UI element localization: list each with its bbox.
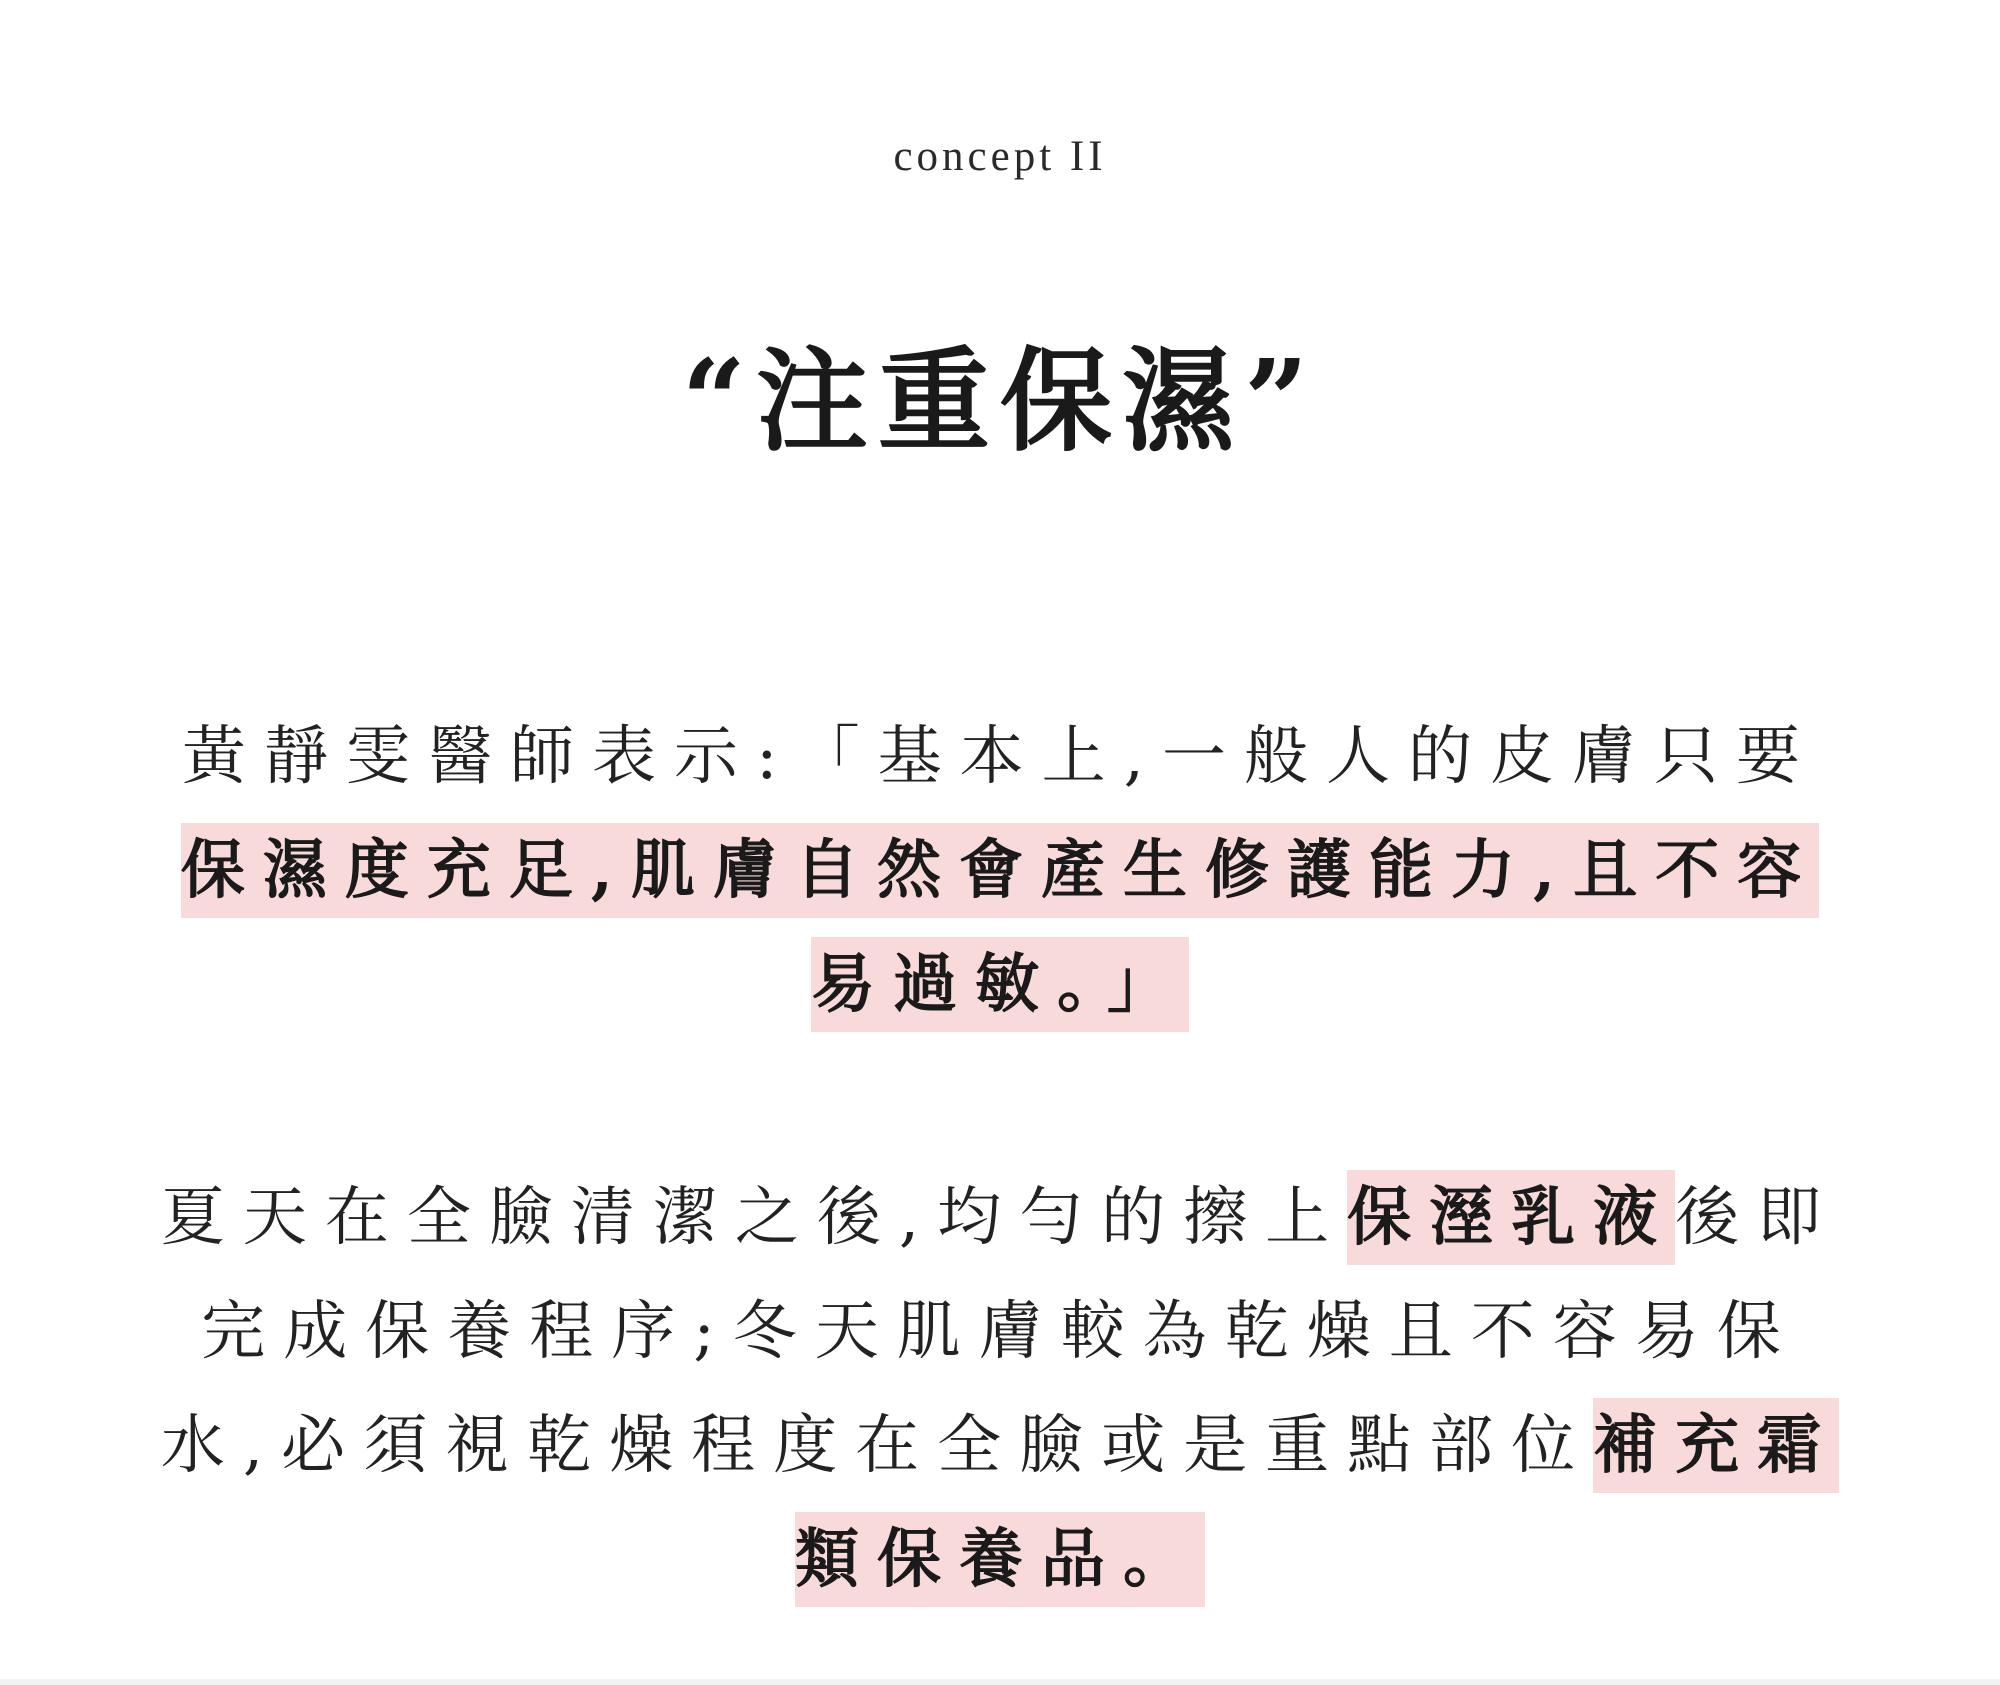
bottom-divider [0, 1679, 2000, 1685]
paragraph-doctor-quote [160, 700, 1840, 1042]
headline-title: “注重保濕” [681, 336, 1319, 467]
highlight-text: 補充霜類保養品。 [795, 1398, 1839, 1607]
paragraph-text: 後即完成保養程序;冬天肌膚較為乾燥且不容易保水,必須視乾燥程度在全臉或是重點部位 [160, 1181, 1840, 1483]
concept-label: concept II [893, 133, 1107, 180]
highlight-text: 保濕度充足,肌膚自然會產生修護能力,且不容易過敏。」 [181, 823, 1820, 1032]
paragraph-text: 夏天在全臉清潔之後,均勻的擦上 [160, 1181, 1348, 1255]
highlight-text: 保溼乳液 [1347, 1170, 1675, 1265]
paragraph-skincare-steps [160, 1161, 1840, 1617]
paragraph-text: 黃靜雯醫師表示:「基本上,一般人的皮膚只要 [182, 720, 1818, 794]
